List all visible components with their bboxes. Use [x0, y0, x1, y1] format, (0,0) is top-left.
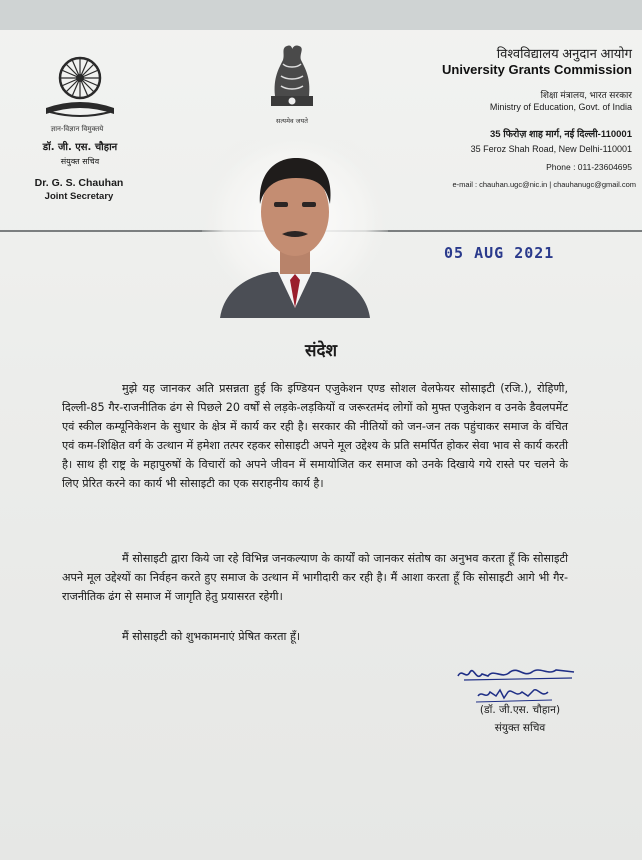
signatory-name: (डॉ. जी.एस. चौहान) — [479, 704, 561, 716]
ugc-motto: ज्ञान-विज्ञान विमुक्तये — [50, 125, 104, 133]
org-name-hindi: विश्वविद्यालय अनुदान आयोग — [496, 46, 632, 61]
officer-name-english: Dr. G. S. Chauhan — [34, 177, 124, 189]
address-hindi: 35 फिरोज़ शाह मार्ग, नई दिल्ली-110001 — [489, 129, 632, 140]
officer-portrait — [202, 140, 388, 318]
officer-name-hindi: डॉ. जी. एस. चौहान — [42, 142, 118, 153]
address-english: 35 Feroz Shah Road, New Delhi-110001 — [470, 144, 632, 154]
ministry-hindi: शिक्षा मंत्रालय, भारत सरकार — [540, 90, 632, 100]
paper-top-edge — [0, 0, 642, 30]
officer-title-english: Joint Secretary — [44, 191, 114, 202]
date-stamp: 05 AUG 2021 — [444, 244, 555, 262]
signatory-title: संयुक्त सचिव — [494, 722, 546, 734]
ugc-logo-icon — [40, 50, 120, 122]
officer-title-hindi: संयुक्त सचिव — [60, 157, 100, 166]
phone-number: Phone : 011-23604695 — [546, 162, 632, 172]
ministry-english: Ministry of Education, Govt. of India — [489, 102, 632, 112]
message-paragraph-2: मैं सोसाइटी द्वारा किये जा रहे विभिन्न जनकल्याण के कार्यों को जानकर संतोष का अनुभव करता हूँ कि सोसाइटी अपने मूल उद्देश्यों का निर्वहन करते हुए समाज के उत्थान में भागीदारी कर रही है। मैं आशा करता हूँ कि सोसाइटी आगे भी गैर-राजनीतिक ढंग से समाज में जागृति हेतु प्रयासरत रहेगी। — [62, 552, 568, 603]
emblem-motto: सत्यमेव जयते — [276, 117, 308, 125]
message-paragraph-3: मैं सोसाइटी को शुभकामनाएं प्रेषित करता हूँ। — [122, 630, 301, 643]
org-name-english: University Grants Commission — [442, 62, 632, 77]
email-line: e-mail : chauhan.ugc@nic.in | chauhanugc@gmail.com — [452, 180, 636, 189]
state-emblem-icon — [261, 38, 323, 116]
letter-heading: संदेश — [304, 341, 338, 361]
message-paragraph-1: मुझे यह जानकर अति प्रसन्नता हुई कि इण्डियन एजुकेशन एण्ड सोशल वेलफेयर सोसाइटी (रजि.), रोहिणी, दिल्ली-85 गैर-राजनीतिक ढंग से पिछले 20 वर्षों से लड़के-लड़कियों व जरूरतमंद लोगों को मुफ्त एजुकेशन व उनके डैवलपमेंट एवं स्कील कम्यूनिकेशन के सुधार के क्षेत्र में कार्य कर रही है। सरकार की नीतियों को जन-जन तक पहुंचाकर समाज के वंचित एवं कम-शिक्षित वर्ग के उत्थान में हमेशा तत्पर रहकर सोसाइटी अपने मूल उद्देश्य के प्रति समर्पित होकर सेवा भाव से कार्य करती है। साथ ही राष्ट्र के महापुरुषों के विचारों को अपने जीवन में समायोजित कर समाज को उनके दिखाये गये रास्ते पर चलने के लिए प्रेरित करने का कार्य भी सोसाइटी का एक सराहनीय कार्य है। — [62, 382, 568, 490]
